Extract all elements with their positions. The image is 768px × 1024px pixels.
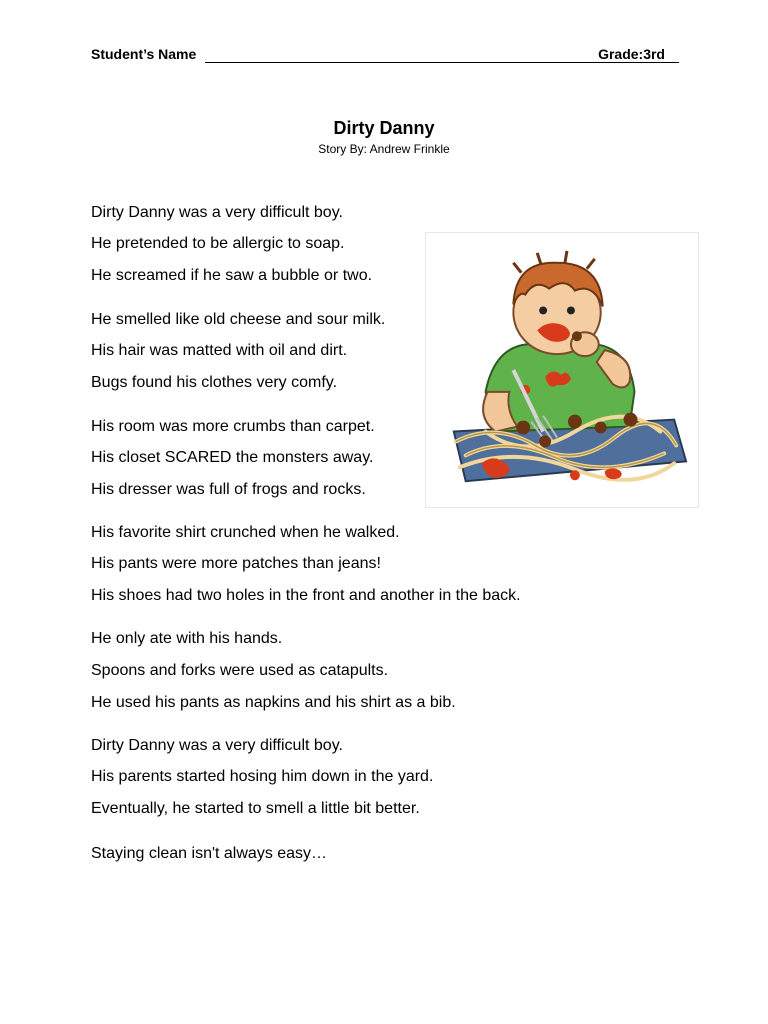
- story-line: His room was more crumbs than carpet.: [91, 418, 375, 435]
- worksheet-header: [91, 46, 663, 66]
- grade-label: Grade:3rd: [598, 46, 665, 62]
- story-line: Dirty Danny was a very difficult boy.: [91, 204, 343, 221]
- story-line: Bugs found his clothes very comfy.: [91, 374, 338, 391]
- story-line: His closet SCARED the monsters away.: [91, 449, 374, 466]
- story-line: He screamed if he saw a bubble or two.: [91, 267, 373, 284]
- story-line: Eventually, he started to smell a little bit better.: [91, 800, 420, 817]
- story-byline: Story By: Andrew Frinkle: [318, 142, 450, 156]
- story-line: He pretended to be allergic to soap.: [91, 235, 345, 252]
- story-line: His hair was matted with oil and dirt.: [91, 342, 348, 359]
- story-line: His parents started hosing him down in the yard.: [91, 768, 434, 785]
- story-title: Dirty Danny: [333, 118, 435, 138]
- story-line: He smelled like old cheese and sour milk.: [91, 311, 386, 328]
- boy-eating-spaghetti-illustration: [425, 232, 699, 508]
- story-line: Staying clean isn't always easy…: [91, 845, 328, 862]
- student-name-label: Student’s Name: [91, 46, 197, 62]
- story-line: He only ate with his hands.: [91, 630, 283, 647]
- story-line: His pants were more patches than jeans!: [91, 555, 381, 572]
- student-name-blank-line: [205, 62, 679, 63]
- story-line: Dirty Danny was a very difficult boy.: [91, 737, 343, 754]
- story-line: Spoons and forks were used as catapults.: [91, 662, 389, 679]
- story-line: His favorite shirt crunched when he walked.: [91, 524, 400, 541]
- story-line: His shoes had two holes in the front and another in the back.: [91, 587, 521, 604]
- story-line: He used his pants as napkins and his shirt as a bib.: [91, 694, 456, 711]
- story-line: His dresser was full of frogs and rocks.: [91, 481, 366, 498]
